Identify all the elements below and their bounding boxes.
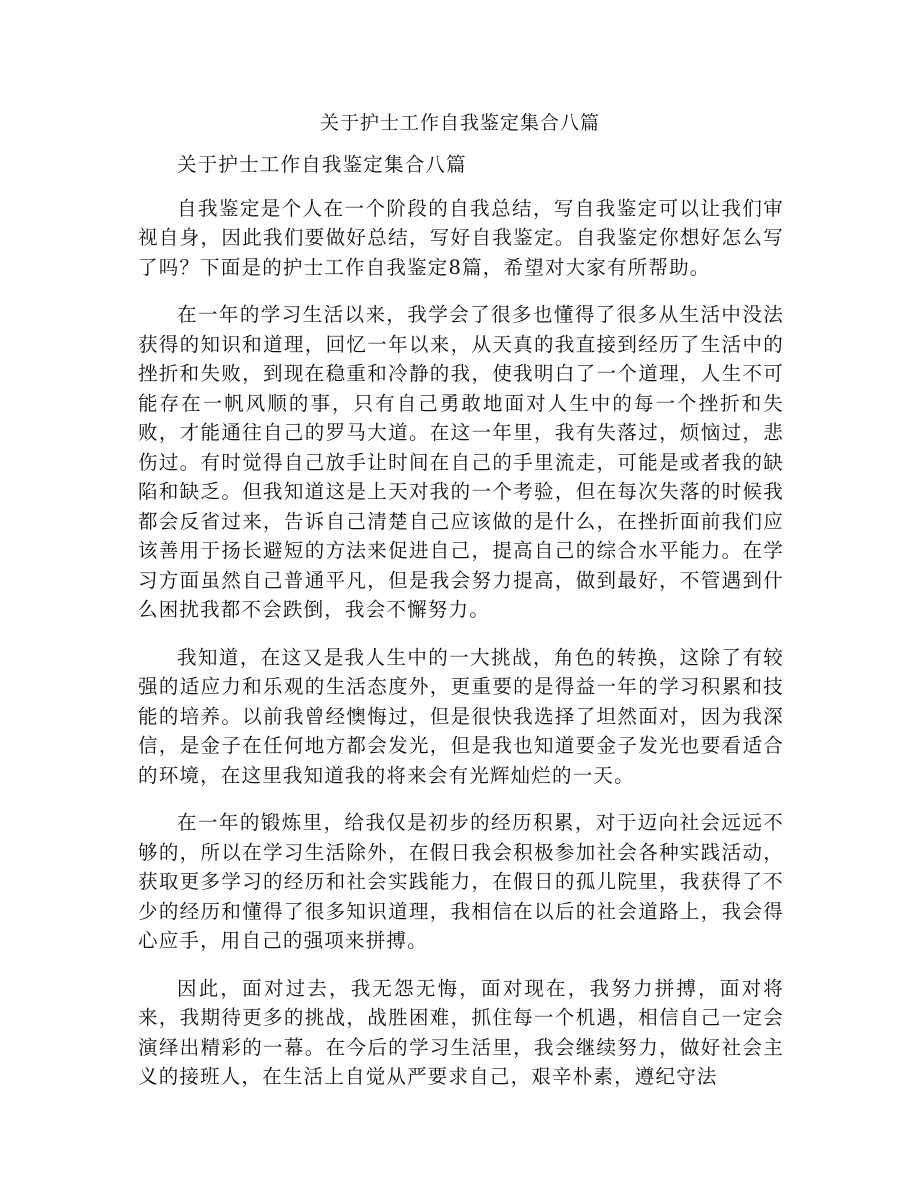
paragraph-future: 因此，面对过去，我无怨无悔，面对现在，我努力拼搏，面对将来，我期待更多的挑战，战胜困难，抓住每一个机遇，相信自己一定会演绎出精彩的一幕。在今后的学习生活里，我会继续努力，做好社会主义的接班人，在生活上自觉从严要求自己，艰辛朴素，遵纪守法 [138,976,784,1088]
document-subtitle: 关于护士工作自我鉴定集合八篇 [177,153,467,176]
paragraph-intro: 自我鉴定是个人在一个阶段的自我总结，写自我鉴定可以让我们审视自身，因此我们要做好总结，写好自我鉴定。自我鉴定你想好怎么写了吗？下面是的护士工作自我鉴定8篇，希望对大家有所帮助。 [138,196,784,279]
paragraph-study-life: 在一年的学习生活以来，我学会了很多也懂得了很多从生活中没法获得的知识和道理，回忆一年以来，从天真的我直接到经历了生活中的挫折和失败，到现在稳重和冷静的我，使我明白了一个道理，人生不可能存在一帆风顺的事，只有自己勇敢地面对人生中的每一个挫折和失败，才能通往自己的罗马大道。在这一年里，我有失落过，烦恼过，悲伤过。有时觉得自己放手让时间在自己的手里流走，可能是或者我的缺陷和缺乏。但我知道这是上天对我的一个考验，但在每次失落的时候我都会反省过来，告诉自己清楚自己应该做的是什么，在挫折面前我们应该善用于扬长避短的方法来促进自己，提高自己的综合水平能力。在学习方面虽然自己普通平凡，但是我会努力提高，做到最好，不管遇到什么困扰我都不会跌倒，我会不懈努力。 [138,303,784,621]
paragraph-practice: 在一年的锻炼里，给我仅是初步的经历积累，对于迈向社会远远不够的，所以在学习生活除外，在假日我会积极参加社会各种实践活动，获取更多学习的经历和社会实践能力，在假日的孤儿院里，我获得了不少的经历和懂得了很多知识道理，我相信在以后的社会道路上，我会得心应手，用自己的强项来拼搏。 [138,811,784,952]
document-title: 关于护士工作自我鉴定集合八篇 [319,112,600,134]
document-body [138,150,784,1110]
paragraph-challenge: 我知道，在这又是我人生中的一大挑战，角色的转换，这除了有较强的适应力和乐观的生活态度外，更重要的是得益一年的学习积累和技能的培养。以前我曾经懊悔过，但是很快我选择了坦然面对，因为我深信，是金子在任何地方都会发光，但是我也知道要金子发光也要看适合的环境，在这里我知道我的将来会有光辉灿烂的一天。 [138,645,784,787]
